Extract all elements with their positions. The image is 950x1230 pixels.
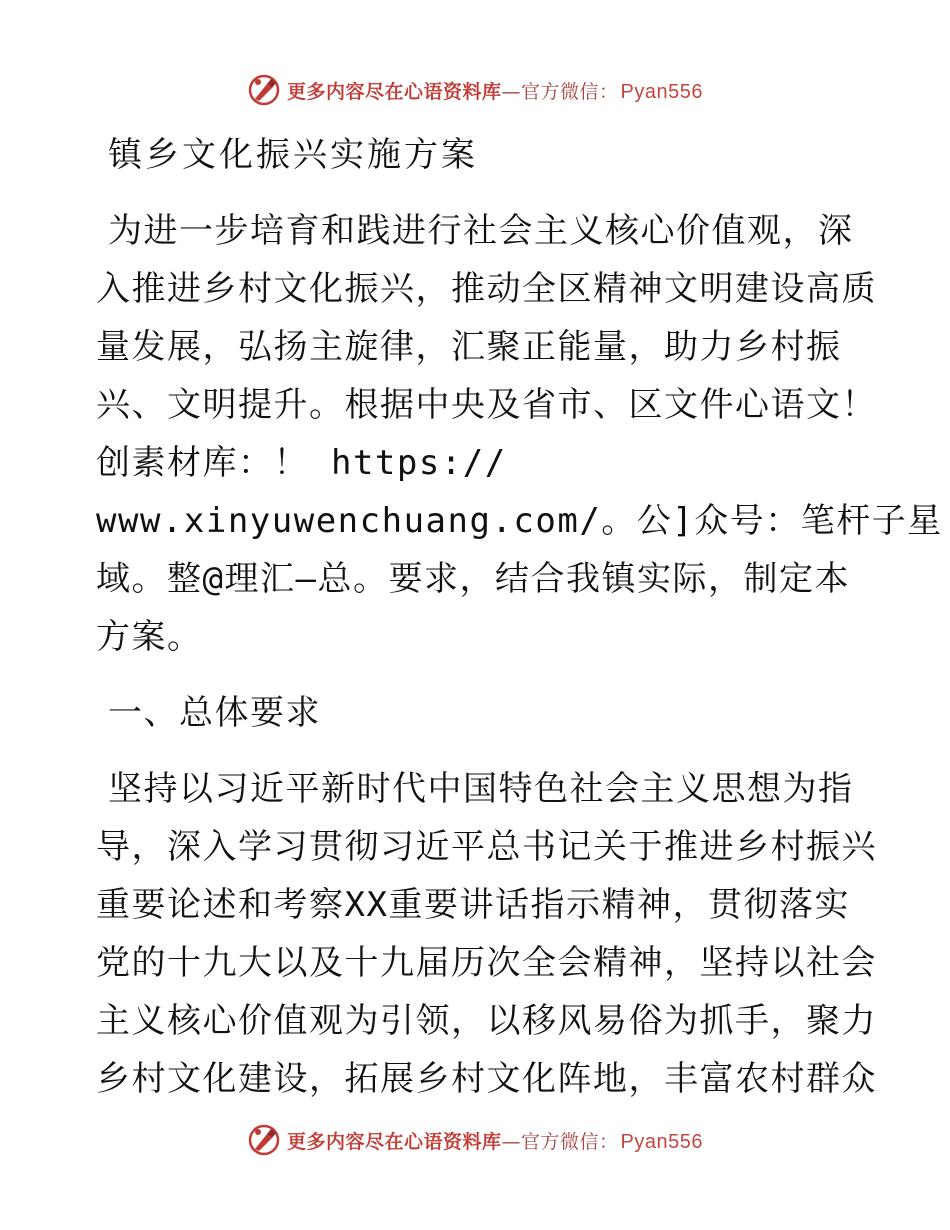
watermark-account-id: Pyan556 [620,80,703,103]
paragraph-line: www.xinyuwenchuang.com/。公]众号：笔杆子星 [96,501,943,541]
paragraph-line: 导，深入学习贯彻习近平总书记关于推进乡村振兴 [96,827,877,867]
section-heading: 一、总体要求 [108,693,321,733]
paragraph-line: 主义核心价值观为引领，以移风易俗为抓手，聚力 [96,1001,877,1041]
watermark-account-id: Pyan556 [620,1130,703,1153]
paragraph-line: 党的十九大以及十九届历次全会精神，坚持以社会 [96,943,877,983]
paragraph-line: 入推进乡村文化振兴，推动全区精神文明建设高质 [96,269,877,309]
paragraph-line: 乡村文化建设，拓展乡村文化阵地，丰富农村群众 [96,1059,877,1099]
paragraph-line: 创素材库：！ https:// [96,443,507,483]
pen-nib-logo-icon [247,1123,281,1157]
footer-watermark [0,1120,950,1160]
watermark-official-text: —官方微信： [501,80,619,103]
paragraph-line: 量发展，弘扬主旋律，汇聚正能量，助力乡村振 [96,327,842,367]
paragraph-line: 方案。 [96,617,203,657]
watermark-main-text: 更多内容尽在心语资料库 [287,1130,502,1153]
paragraph-line: 为进一步培育和践进行社会主义核心价值观，深 [108,211,854,251]
header-watermark [0,70,950,110]
paragraph-line: 域。整@理汇—总。要求，结合我镇实际，制定本 [96,559,850,599]
paragraph-line: 兴、文明提升。根据中央及省市、区文件心语文！ [96,385,877,425]
pen-nib-logo-icon [247,73,281,107]
watermark-main-text: 更多内容尽在心语资料库 [287,80,502,103]
document-title: 镇乡文化振兴实施方案 [108,135,478,175]
paragraph-line: 坚持以习近平新时代中国特色社会主义思想为指 [108,769,854,809]
document-body [96,126,943,1108]
paragraph-line: 重要论述和考察XX重要讲话指示精神，贯彻落实 [96,885,850,925]
watermark-official-text: —官方微信： [501,1130,619,1153]
